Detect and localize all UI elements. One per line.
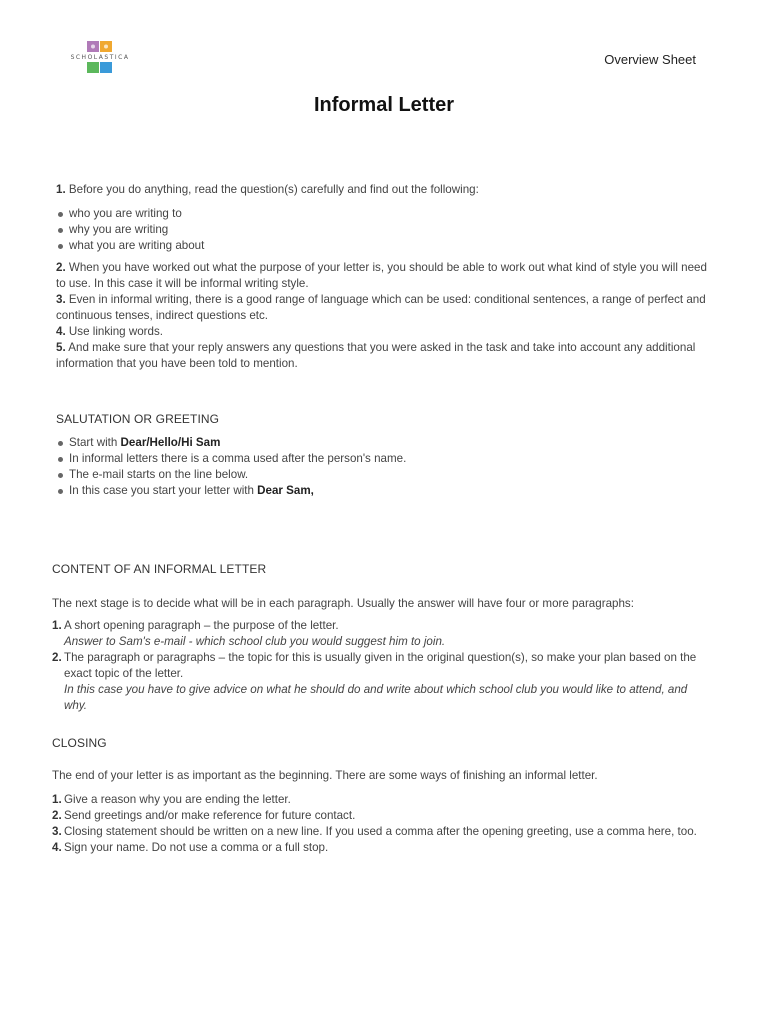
- list-item: [52, 808, 712, 824]
- step-number: 2.: [56, 261, 66, 274]
- salutation-list: [56, 435, 716, 499]
- intro-step-3: [56, 292, 716, 324]
- list-item: why you are writing: [56, 222, 716, 238]
- step-number: 5.: [56, 341, 66, 354]
- list-item: [52, 840, 712, 856]
- list-item: who you are writing to: [56, 206, 716, 222]
- item-number: 4.: [52, 841, 62, 854]
- list-item: [52, 618, 712, 650]
- item-number: 1.: [52, 793, 62, 806]
- list-item: [56, 483, 716, 499]
- item-number: 3.: [52, 825, 62, 838]
- list-item: what you are writing about: [56, 238, 716, 254]
- content-intro: The next stage is to decide what will be in each paragraph. Usually the answer will have four or more paragraphs:: [52, 597, 634, 610]
- list-item: In informal letters there is a comma used after the person's name.: [56, 451, 716, 467]
- item-text: Closing statement should be written on a new line. If you used a comma after the opening greeting, use a comma here, too.: [64, 825, 697, 838]
- item-note: Answer to Sam's e-mail - which school club you would suggest him to join.: [64, 635, 446, 648]
- intro-bullet-list: [56, 206, 716, 254]
- item-note: In this case you have to give advice on what he should do and write about which school club you would like to attend, and why.: [64, 683, 688, 712]
- step-number: 3.: [56, 293, 66, 306]
- item-bold-text: Dear/Hello/Hi Sam: [120, 436, 221, 449]
- item-text: A short opening paragraph – the purpose of the letter.: [64, 619, 339, 632]
- item-text: Send greetings and/or make reference for future contact.: [64, 809, 356, 822]
- item-text: The paragraph or paragraphs – the topic for this is usually given in the original question(s), so make your plan based on the exact topic of the letter.: [64, 651, 697, 680]
- salutation-heading: SALUTATION OR GREETING: [56, 412, 220, 426]
- list-item: [52, 824, 712, 840]
- content-heading: CONTENT OF AN INFORMAL LETTER: [52, 562, 267, 576]
- content-list: [52, 618, 712, 714]
- closing-heading: CLOSING: [52, 736, 107, 750]
- intro-step-5: [56, 340, 716, 372]
- closing-list: [52, 792, 712, 856]
- list-item: [52, 650, 712, 714]
- item-text: In this case you start your letter with: [69, 484, 258, 497]
- page-title: Informal Letter: [313, 94, 455, 116]
- list-item: The e-mail starts on the line below.: [56, 467, 716, 483]
- item-text: Start with: [69, 436, 121, 449]
- item-bold-text: Dear Sam,: [257, 484, 314, 497]
- list-item: [56, 435, 716, 451]
- scholastica-logo: [62, 40, 142, 76]
- intro-steps: [56, 260, 716, 372]
- step-number: 1.: [56, 183, 66, 196]
- intro-step-4: [56, 324, 716, 340]
- step-text: And make sure that your reply answers any questions that you were asked in the task and take into account any additional information that you have been told to mention.: [56, 341, 696, 370]
- step-text: Use linking words.: [68, 325, 163, 338]
- closing-intro: The end of your letter is as important as the beginning. There are some ways of finishing an informal letter.: [52, 769, 598, 782]
- logo-graphic: [62, 40, 142, 76]
- logo-wordmark: SCHOLASTICA: [70, 54, 130, 61]
- item-number: 2.: [52, 651, 62, 664]
- item-number: 2.: [52, 809, 62, 822]
- step-text: Even in informal writing, there is a good range of language which can be used: conditional sentences, a range of perfect and continuous tenses, indirect questions etc.: [56, 293, 706, 322]
- step-1-text: Before you do anything, read the question(s) carefully and find out the following:: [68, 183, 479, 196]
- step-number: 4.: [56, 325, 66, 338]
- overview-sheet-label: Overview Sheet: [604, 52, 696, 67]
- intro-step-2: [56, 260, 716, 292]
- list-item: [52, 792, 712, 808]
- intro-step-1: [56, 182, 716, 198]
- step-text: When you have worked out what the purpose of your letter is, you should be able to work out what kind of style you will need to use. In this case it will be informal writing style.: [56, 261, 707, 290]
- item-number: 1.: [52, 619, 62, 632]
- item-text: Give a reason why you are ending the letter.: [64, 793, 291, 806]
- item-text: Sign your name. Do not use a comma or a full stop.: [64, 841, 329, 854]
